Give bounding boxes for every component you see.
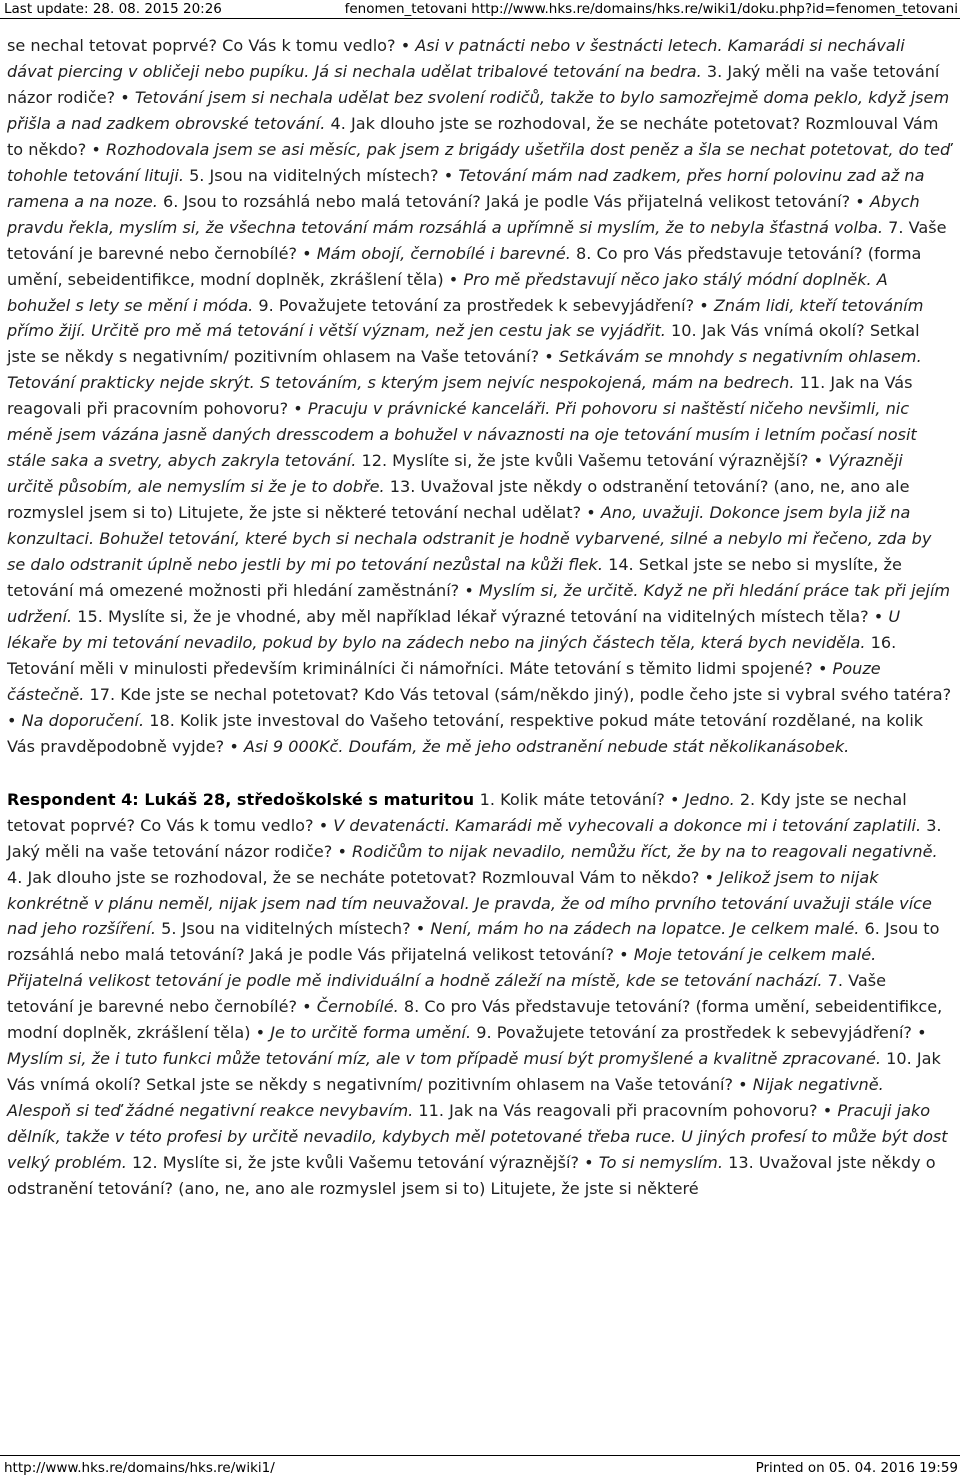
answer-text: • Černobílé. bbox=[302, 997, 404, 1017]
question-text: 6. Jsou to rozsáhlá nebo malá tetování? Jaká je podle Vás přijatelná velikost tetování? bbox=[163, 191, 856, 211]
answer-text: • Myslím si, že i tuto funkci může tetování míz, ale v tom případě musí být promyšlené a kvalitně zpracované. bbox=[7, 1023, 927, 1069]
answer-text: • Mám obojí, černobílé i barevné. bbox=[302, 243, 577, 263]
answer-text: • Moje tetování je celkem malé. Přijatelná velikost tetování je podle mě individuální a hodně záleží na místě, kde se tetování nachází. bbox=[7, 945, 877, 991]
answer-text: • Setkávám se mnohdy s negativním ohlasem. Tetování prakticky nejde skrýt. S tetováním, s kterým jsem nejvíc nespokojená, mám na bedrech. bbox=[7, 347, 922, 393]
question-text: 10. Jak Vás vnímá okolí? Setkal jste se někdy s negativním/ pozitivním ohlasem na Vaše tetování? bbox=[7, 1049, 941, 1095]
question-text: 7. Vaše tetování je barevné nebo černobílé? bbox=[7, 971, 887, 1017]
respondent-heading: Respondent 4: Lukáš 28, středoškolské s maturitou bbox=[7, 789, 480, 809]
question-text: 9. Považujete tetování za prostředek k sebevyjádření? bbox=[476, 1023, 918, 1043]
answer-text: • Pro mě představují něco jako stálý módní doplněk. A bohužel s lety se mění i móda. bbox=[7, 269, 888, 315]
footer-divider bbox=[0, 1455, 960, 1456]
answer-text: • Výrazněji určitě působím, ale nemyslím si že je to dobře. bbox=[7, 451, 903, 497]
answer-text: • U lékaře by mi tetování nevadilo, pokud by bylo na zádech nebo na jiných částech těla, která bych neviděla. bbox=[7, 606, 901, 652]
question-text: 5. Jsou na viditelných místech? bbox=[189, 165, 444, 185]
question-text: 1. Kolik máte tetování? bbox=[479, 789, 671, 809]
question-text: 11. Jak na Vás reagovali při pracovním pohovoru? bbox=[7, 373, 913, 419]
question-text: 11. Jak na Vás reagovali při pracovním pohovoru? bbox=[418, 1101, 823, 1121]
answer-text: • Asi v patnácti nebo v šestnácti letech. Kamarádi si nechávali dávat piercing v obličeji nebo pupíku. Já si nechala udělat tribalové tetování na bedra. bbox=[7, 36, 905, 81]
answer-text: • Pouze částečně. bbox=[7, 658, 881, 704]
question-text: 15. Myslíte si, že je vhodné, aby měl například lékař výrazné tetování na viditelných místech těla? bbox=[77, 606, 874, 626]
print-date: Printed on 05. 04. 2016 19:59 bbox=[755, 1460, 958, 1476]
page-reference: fenomen_tetovani http://www.hks.re/domains/hks.re/wiki1/doku.php?id=fenomen_tetovani bbox=[344, 1, 958, 17]
question-text: 16. Tetování měli v minulosti především kriminálníci či námořníci. Máte tetování s těmito lidmi spojené? bbox=[7, 632, 897, 678]
question-text: 14. Setkal jste se nebo si myslíte, že tetování má omezené možnosti při hledání zaměstnání? bbox=[7, 555, 902, 601]
last-update: Last update: 28. 08. 2015 20:26 bbox=[4, 1, 222, 17]
question-text: 9. Považujete tetování za prostředek k sebevyjádření? bbox=[258, 295, 700, 315]
header-divider bbox=[0, 18, 960, 19]
answer-text: • Myslím si, že určitě. Když ne při hledání práce tak při jejím udržení. bbox=[7, 581, 951, 626]
question-text: 10. Jak Vás vnímá okolí? Setkal jste se někdy s negativním/ pozitivním ohlasem na Vaše tetování? bbox=[7, 321, 920, 367]
respondent-4-answers bbox=[7, 787, 952, 1202]
question-text: 13. Uvažoval jste někdy o odstranění tetování? (ano, ne, ano ale rozmyslel jsem si to) Litujete, že jste si některé bbox=[7, 1153, 936, 1198]
respondent-3-answers bbox=[7, 33, 952, 760]
page-footer bbox=[0, 1455, 960, 1478]
question-text: 3. Jaký měli na vaše tetování názor rodiče? bbox=[7, 61, 940, 107]
question-text: 8. Co pro Vás představuje tetování? (forma umění, sebeidentifikce, modní doplněk, zkrášlení těla) bbox=[7, 997, 943, 1043]
answer-text: • Nijak negativně. Alespoň si teď žádné negativní reakce nevybavím. bbox=[7, 1075, 884, 1121]
answer-text: • Jelikož jsem to nijak konkrétně v plánu neměl, nijak jsem nad tím neuvažoval. Je pravda, že od mího prvního tetování uvažuji stále více nad jeho rozšíření. bbox=[7, 867, 932, 939]
document-body bbox=[7, 33, 952, 1202]
answer-text: • Tetování mám nad zadkem, přes horní polovinu zad až na ramena a na noze. bbox=[7, 165, 925, 211]
question-text: 4. Jak dlouho jste se rozhodoval, že se necháte potetovat? Rozmlouval Vám to někdo? bbox=[7, 113, 939, 159]
question-text: 6. Jsou to rozsáhlá nebo malá tetování? Jaká je podle Vás přijatelná velikost tetování? bbox=[7, 919, 940, 965]
question-text: 5. Jsou na viditelných místech? bbox=[161, 919, 416, 939]
question-text: 17. Kde jste se nechal potetovat? Kdo Vás tetoval (sám/někdo jiný), podle čeho jste si vybral svého tatéra? bbox=[89, 684, 952, 704]
question-text: 2. Kdy jste se nechal tetovat poprvé? Co Vás k tomu vedlo? bbox=[7, 789, 907, 835]
answer-text: • Je to určitě forma umění. bbox=[255, 1023, 477, 1043]
answer-text: • Není, mám ho na zádech na lopatce. Je celkem malé. bbox=[415, 919, 865, 939]
question-text: 12. Myslíte si, že jste kvůli Vašemu tetování výraznější? bbox=[132, 1153, 585, 1173]
answer-text: • Znám lidi, kteří tetováním přímo žijí. Určitě pro mě má tetování i větší význam, než jen cestu jak se vyjádřit. bbox=[7, 295, 924, 341]
answer-text: • Ano, uvažuji. Dokonce jsem byla již na konzultaci. Bohužel tetování, které bych si nechala odstranit je hodně vybarvené, silné a nebylo mi řečeno, zda by se dalo odstranit úplně nebo jestli by mi po tetování nezůstal na kůži flek. bbox=[7, 503, 932, 575]
footer-url: http://www.hks.re/domains/hks.re/wiki1/ bbox=[4, 1460, 275, 1476]
answer-text: • Pracuju v právnické kanceláři. Při pohovoru si naštěstí ničeho nevšimli, nic méně jsem vázána jasně daných dresscodem a bohužel v návaznosti na oje tetování musím i letním počasí nosit stále saka a svetry, abych zakryla tetování. bbox=[7, 399, 917, 471]
question-text: 3. Jaký měli na vaše tetování názor rodiče? bbox=[7, 815, 942, 861]
answer-text: • V devatenácti. Kamarádi mě vyhecovali a dokonce mi i tetování zaplatili. bbox=[318, 815, 927, 835]
answer-text: • Abych pravdu řekla, myslím si, že všechna tetování mám rozsáhlá a upřímně si myslím, že to nebyla šťastná volba. bbox=[7, 191, 920, 237]
answer-text: • Asi 9 000Kč. Doufám, že mě jeho odstranění nebude stát několikanásobek. bbox=[229, 736, 850, 756]
answer-text: • Jedno. bbox=[670, 789, 740, 809]
question-text: 18. Kolik jste investoval do Vašeho tetování, respektive pokud máte tetování rozdělané, na kolik Vás pravděpodobně vyjde? bbox=[7, 710, 924, 756]
question-text: 4. Jak dlouho jste se rozhodoval, že se necháte potetovat? Rozmlouval Vám to někdo? bbox=[7, 867, 705, 887]
question-text: se nechal tetovat poprvé? Co Vás k tomu vedlo? bbox=[7, 36, 401, 55]
question-text: 13. Uvažoval jste někdy o odstranění tetování? (ano, ne, ano ale rozmyslel jsem si to) Litujete, že jste si některé tetování nechal udělat? bbox=[7, 477, 910, 523]
answer-text: • Pracuji jako dělník, takže v této profesi by určitě nevadilo, kdybych měl potetované třeba ruce. U jiných profesí to může být dost velký problém. bbox=[7, 1101, 948, 1173]
answer-text: • Rozhodovala jsem se asi měsíc, pak jsem z brigády ušetřila dost peněz a šla se nechat potetovat, do teď tohohle tetování lituji. bbox=[7, 139, 951, 185]
page-header bbox=[0, 0, 960, 18]
answer-text: • Rodičům to nijak nevadilo, nemůžu říct, že by na to reagovali negativně. bbox=[337, 841, 938, 861]
question-text: 12. Myslíte si, že jste kvůli Vašemu tetování výraznější? bbox=[361, 451, 814, 471]
answer-text: • To si nemyslím. bbox=[584, 1153, 729, 1173]
answer-text: • Tetování jsem si nechala udělat bez svolení rodičů, takže to bylo samozřejmě doma peklo, když jsem přišla a nad zadkem obrovské tetování. bbox=[7, 87, 950, 133]
question-text: 8. Co pro Vás představuje tetování? (forma umění, sebeidentifikce, modní doplněk, zkrášlení těla) bbox=[7, 243, 922, 289]
question-text: 7. Vaše tetování je barevné nebo černobílé? bbox=[7, 217, 947, 263]
answer-text: • Na doporučení. bbox=[7, 710, 150, 730]
